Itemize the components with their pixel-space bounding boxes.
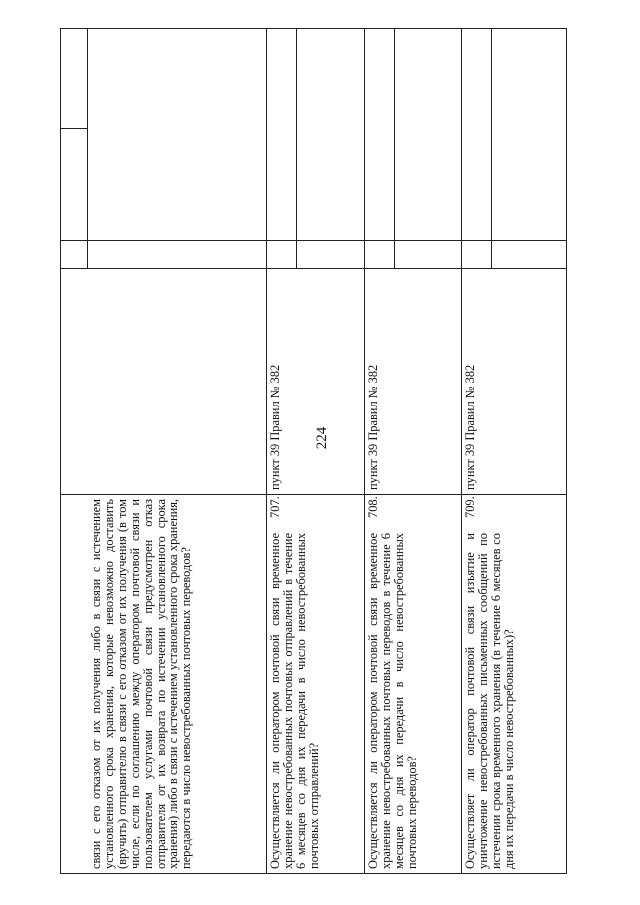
table-row [364,494,461,873]
cell-line [60,128,88,129]
reference-text: пункт 39 Правил № 382 [366,364,380,490]
cell-line [60,240,567,241]
question-text: Осуществляется ли оператором почтовой связи временное хранение невостребованных почтовых отправлений в течение 6 месяцев со дня их передачи в число невостребованных почтовых отправлений? [268,533,321,869]
cell-line [491,28,492,268]
continuation-text: связи с его отказом от их получения либо в связи с истечением установленного срока хранения, которые невозможно доставить (вручить) отправителю в связи с его отказом от их получения (в том числе, если по соглашению между оператором почтовой связи и пользователем услугами почтовой связи предусмотрен отказ отправителя от их возврата по истечении установленного срока хранения) либо в связи с истечением установленного срока хранения, передаются в число невостребованных почтовых переводов? [89,499,194,869]
reference-cell [364,268,461,494]
reference-cell [266,268,364,494]
table-border-right [566,28,567,874]
row-number: 708. [366,496,380,518]
table-row [461,494,566,873]
question-text: Осуществляет ли оператор почтовой связи изъятие и уничтожение невостребованных письменных сообщений по истечении срока временного хранения (в течение 6 месяцев со дня их передачи в число невостребованных)? [463,533,516,869]
page-number: 224 [314,426,330,450]
checklist-table [60,28,567,874]
table-border-left [60,28,61,874]
cell-line [296,28,297,268]
cell-line [87,28,88,268]
reference-text: пункт 39 Правил № 382 [463,364,477,490]
continuation-cell [87,494,267,873]
reference-text: пункт 39 Правил № 382 [268,364,282,490]
reference-cell [461,268,566,494]
table-border-bottom [60,873,567,874]
question-text: Осуществляется ли оператором почтовой связи временное хранение невостребованных почтовых переводов в течение 6 месяцев со дня их передачи в число невостребованных почтовых переводов? [366,533,419,869]
cell-line [394,28,395,268]
table-row [266,494,364,873]
row-number: 709. [463,496,477,518]
row-number: 707. [268,496,282,518]
